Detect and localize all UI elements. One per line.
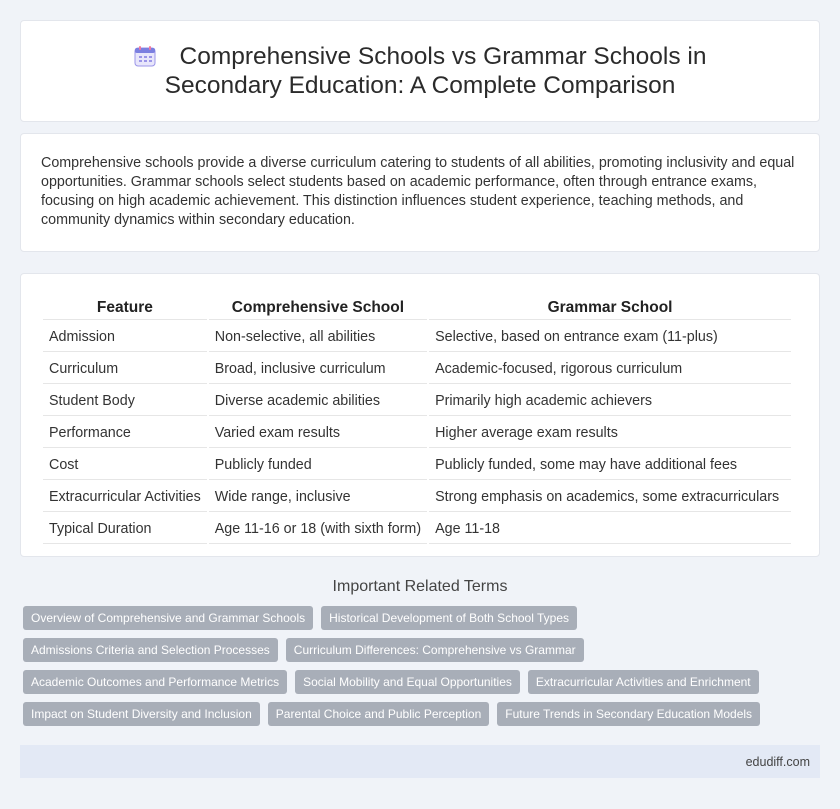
table-cell: Curriculum [43,354,207,384]
table-cell: Performance [43,418,207,448]
table-header-row [43,296,791,320]
table-cell: Non-selective, all abilities [209,322,427,352]
tag-link[interactable]: Impact on Student Diversity and Inclusion [23,702,260,726]
tag-link[interactable]: Parental Choice and Public Perception [268,702,489,726]
table-cell: Cost [43,450,207,480]
table-row [43,386,791,416]
table-cell: Broad, inclusive curriculum [209,354,427,384]
table-cell: Age 11-18 [429,514,791,544]
table-cell: Academic-focused, rigorous curriculum [429,354,791,384]
table-row [43,514,791,544]
table-row [43,450,791,480]
page-title-text: Comprehensive Schools vs Grammar Schools in Secondary Education: A Complete Comparison [164,43,707,99]
intro-paragraph: Comprehensive schools provide a diverse curriculum catering to students of all abilities, promoting inclusivity and equal opportunities. Grammar schools select students based on academic performance, often through entrance exams, focusing on high academic achievement. This distinction influences student experience, teaching methods, and community dynamics within secondary education. [41,155,795,228]
tag-link[interactable]: Admissions Criteria and Selection Processes [23,638,278,662]
tag-link[interactable]: Curriculum Differences: Comprehensive vs Grammar [286,638,584,662]
comparison-table-card [20,273,820,557]
table-row [43,418,791,448]
tag-link[interactable]: Social Mobility and Equal Opportunities [295,670,520,694]
page-title [80,42,760,100]
footer-site[interactable]: edudiff.com [745,754,810,769]
table-row [43,482,791,512]
table-cell: Selective, based on entrance exam (11-plus) [429,322,791,352]
tag-link[interactable]: Overview of Comprehensive and Grammar Schools [23,606,313,630]
header-feature: Feature [43,296,207,320]
table-row [43,322,791,352]
table-cell: Student Body [43,386,207,416]
header-grammar: Grammar School [429,296,791,320]
tag-link[interactable]: Extracurricular Activities and Enrichment [528,670,759,694]
calendar-icon [134,45,156,67]
related-terms-title: Important Related Terms [332,578,508,595]
table-cell: Admission [43,322,207,352]
table-cell: Higher average exam results [429,418,791,448]
table-cell: Primarily high academic achievers [429,386,791,416]
table-cell: Publicly funded, some may have additional fees [429,450,791,480]
table-cell: Varied exam results [209,418,427,448]
tag-link[interactable]: Historical Development of Both School Types [321,606,577,630]
table-cell: Publicly funded [209,450,427,480]
related-tags [20,606,820,726]
title-card [20,20,820,122]
tag-link[interactable]: Academic Outcomes and Performance Metrics [23,670,287,694]
table-cell: Typical Duration [43,514,207,544]
tag-link[interactable]: Future Trends in Secondary Education Models [497,702,760,726]
related-terms-section [20,578,820,726]
comparison-table [41,294,793,546]
table-row [43,354,791,384]
table-cell: Extracurricular Activities [43,482,207,512]
footer [20,745,820,778]
table-cell: Strong emphasis on academics, some extracurriculars [429,482,791,512]
table-cell: Diverse academic abilities [209,386,427,416]
table-cell: Wide range, inclusive [209,482,427,512]
intro-card [20,133,820,252]
header-comprehensive: Comprehensive School [209,296,427,320]
table-cell: Age 11-16 or 18 (with sixth form) [209,514,427,544]
